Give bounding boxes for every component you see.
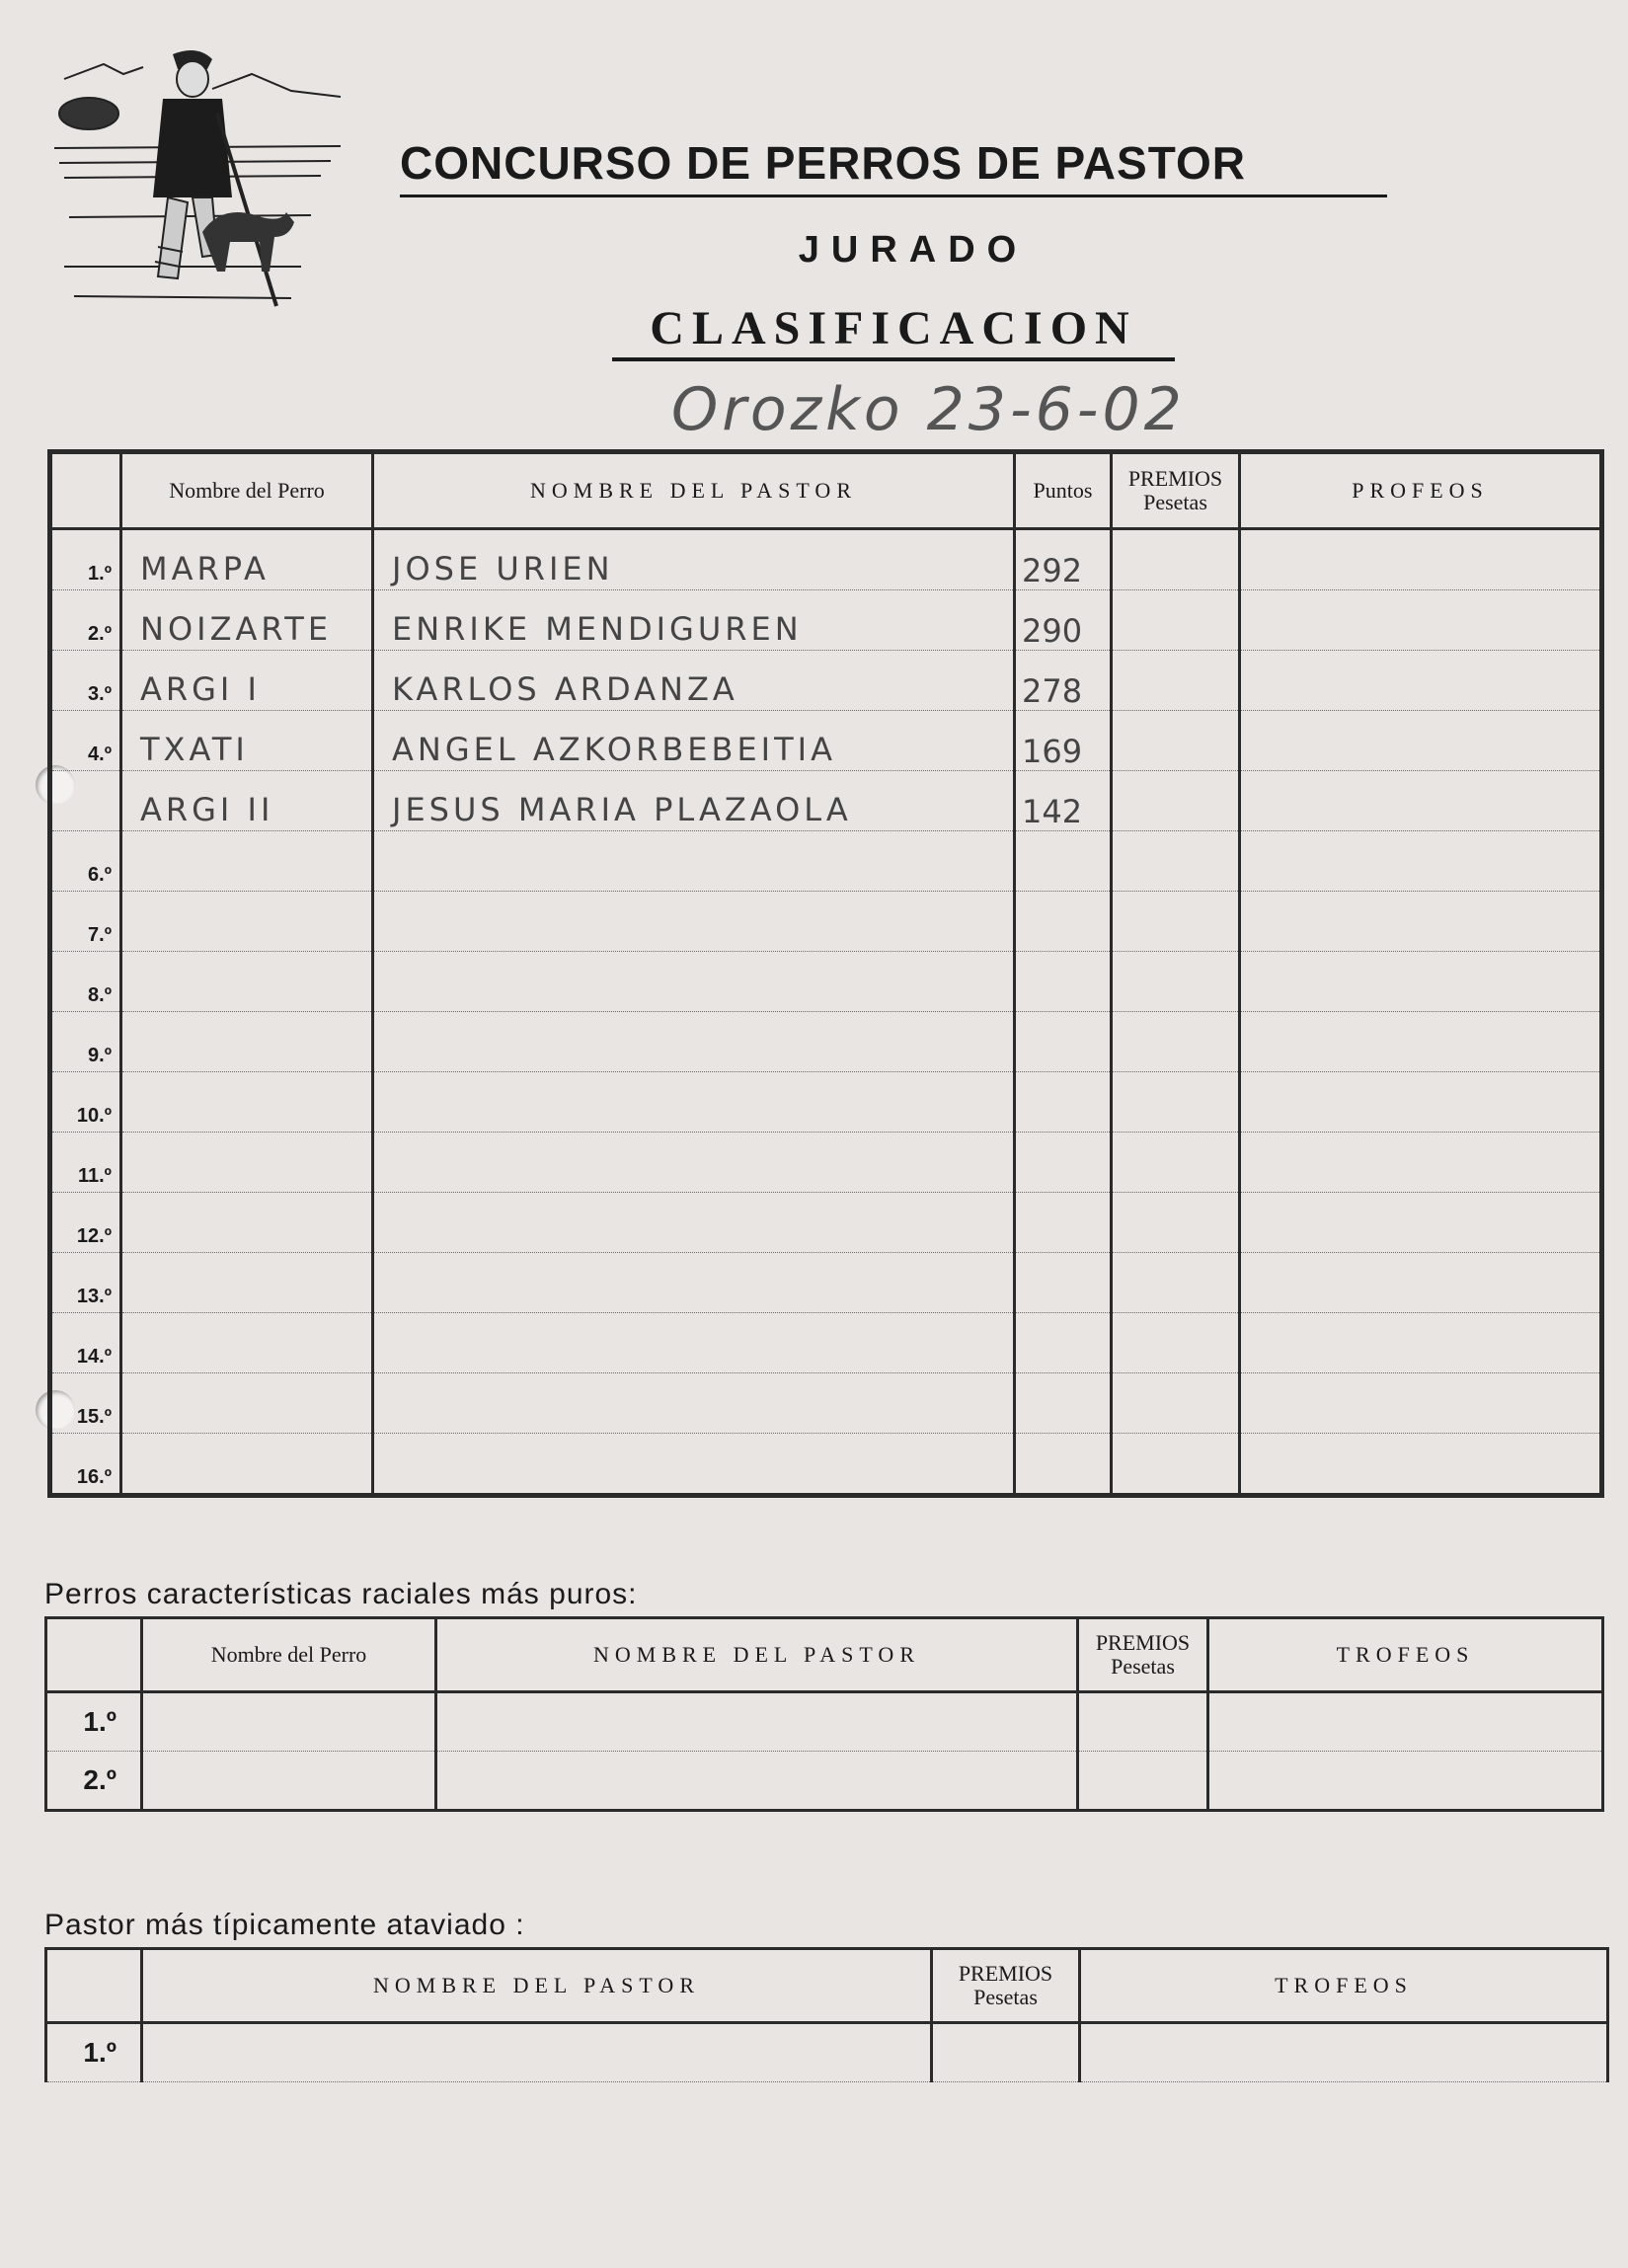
dog-name-field[interactable] [121, 1012, 373, 1072]
dog-name-field[interactable] [121, 1253, 373, 1313]
form-subtitle: JURADO [798, 229, 1029, 271]
shepherd-name-field[interactable] [373, 1012, 1015, 1072]
prize-field[interactable] [1112, 1072, 1240, 1133]
trophy-field[interactable] [1208, 1752, 1603, 1811]
shepherd-name-field[interactable] [436, 1692, 1078, 1752]
col-dog-name: Nombre del Perro [121, 452, 373, 529]
shepherd-name-field[interactable] [436, 1752, 1078, 1811]
points-field[interactable] [1015, 892, 1112, 952]
col-points: Puntos [1015, 452, 1112, 529]
prize-field[interactable] [1112, 1434, 1240, 1496]
points-field[interactable] [1015, 1193, 1112, 1253]
trophy-field[interactable] [1240, 1072, 1602, 1133]
shepherd-name-field[interactable]: JOSE URIEN [373, 529, 1015, 590]
dog-name-field[interactable] [142, 1692, 436, 1752]
points-field[interactable] [1015, 1133, 1112, 1193]
shepherd-name-field[interactable] [373, 1253, 1015, 1313]
trophy-field[interactable] [1240, 651, 1602, 711]
col-trophies: TROFEOS [1208, 1618, 1603, 1692]
dog-name-field[interactable] [121, 892, 373, 952]
points-field[interactable]: 292 [1015, 529, 1112, 590]
shepherd-name-field[interactable] [373, 831, 1015, 892]
col-prizes [932, 1949, 1080, 2023]
dog-name-field[interactable] [121, 1072, 373, 1133]
shepherd-name-field[interactable] [373, 1193, 1015, 1253]
points-field[interactable] [1015, 1012, 1112, 1072]
col-shepherd-name: NOMBRE DEL PASTOR [373, 452, 1015, 529]
prize-field[interactable] [1078, 1752, 1208, 1811]
dog-name-field[interactable] [121, 831, 373, 892]
prize-field[interactable] [1112, 892, 1240, 952]
trophy-field[interactable] [1240, 771, 1602, 831]
handwritten-place-date: Orozko 23-6-02 [671, 375, 1186, 444]
prize-field[interactable] [1112, 771, 1240, 831]
row-ordinal: 9.º [50, 1012, 121, 1072]
trophy-field[interactable] [1240, 1253, 1602, 1313]
row-ordinal: 3.º [50, 651, 121, 711]
classification-table [47, 449, 1604, 1498]
table-row [50, 1133, 1602, 1193]
dog-name-field[interactable]: ARGI I [121, 651, 373, 711]
table-row [50, 892, 1602, 952]
row-ordinal: 14.º [50, 1313, 121, 1373]
table-row [50, 1012, 1602, 1072]
trophy-field[interactable] [1240, 952, 1602, 1012]
shepherd-name-field[interactable] [373, 1373, 1015, 1434]
shepherd-name-field[interactable] [373, 1434, 1015, 1496]
shepherd-name-field[interactable] [373, 952, 1015, 1012]
dog-name-field[interactable] [121, 1133, 373, 1193]
dog-name-field[interactable] [121, 1373, 373, 1434]
trophy-field[interactable] [1208, 1692, 1603, 1752]
table-row [50, 1253, 1602, 1313]
points-field[interactable] [1015, 952, 1112, 1012]
dog-name-field[interactable]: ARGI II [121, 771, 373, 831]
attire-section-title: Pastor más típicamente ataviado : [44, 1909, 525, 1941]
col-prizes [1078, 1618, 1208, 1692]
prize-field[interactable] [1112, 651, 1240, 711]
col-prizes-currency: Pesetas [973, 1985, 1038, 2009]
col-shepherd-name: NOMBRE DEL PASTOR [436, 1618, 1078, 1692]
table-row [50, 1313, 1602, 1373]
attire-table [44, 1947, 1609, 2082]
trophy-field[interactable] [1240, 831, 1602, 892]
points-field[interactable] [1015, 1434, 1112, 1496]
dog-name-field[interactable] [121, 952, 373, 1012]
row-ordinal: 2.º [50, 590, 121, 651]
col-prizes-currency: Pesetas [1143, 490, 1207, 514]
title-underline [400, 195, 1387, 197]
table-row [50, 590, 1602, 651]
row-ordinal: 13.º [50, 1253, 121, 1313]
racial-section-title: Perros características raciales más puros: [44, 1578, 638, 1610]
table-row [50, 529, 1602, 590]
table-row [46, 1692, 1603, 1752]
trophy-field[interactable] [1240, 1313, 1602, 1373]
points-field[interactable]: 169 [1015, 711, 1112, 771]
prize-field[interactable] [1112, 952, 1240, 1012]
points-field[interactable] [1015, 1072, 1112, 1133]
trophy-field[interactable] [1240, 590, 1602, 651]
points-field[interactable] [1015, 1373, 1112, 1434]
dog-name-field[interactable] [121, 1193, 373, 1253]
prize-field[interactable] [1112, 1313, 1240, 1373]
trophy-field[interactable] [1240, 1434, 1602, 1496]
row-ordinal: 7.º [50, 892, 121, 952]
prize-field[interactable] [1112, 1373, 1240, 1434]
row-ordinal [50, 771, 121, 831]
trophy-field[interactable] [1240, 529, 1602, 590]
prize-field[interactable] [1112, 1193, 1240, 1253]
shepherd-logo-icon [44, 20, 360, 336]
dog-name-field[interactable] [121, 1434, 373, 1496]
racial-table [44, 1616, 1604, 1812]
row-ordinal: 11.º [50, 1133, 121, 1193]
table-row [50, 651, 1602, 711]
table-row [50, 1373, 1602, 1434]
col-ordinal [50, 452, 121, 529]
points-field[interactable]: 278 [1015, 651, 1112, 711]
col-prizes [1112, 452, 1240, 529]
shepherd-name-field[interactable] [373, 1072, 1015, 1133]
dog-name-field[interactable]: NOIZARTE [121, 590, 373, 651]
shepherd-name-field[interactable]: JESUS MARIA PLAZAOLA [373, 771, 1015, 831]
row-ordinal: 16.º [50, 1434, 121, 1496]
shepherd-name-field[interactable] [373, 1133, 1015, 1193]
row-ordinal: 12.º [50, 1193, 121, 1253]
dog-name-field[interactable] [121, 1313, 373, 1373]
row-ordinal: 8.º [50, 952, 121, 1012]
table-row [50, 711, 1602, 771]
prize-field[interactable] [1112, 831, 1240, 892]
prize-field[interactable] [1112, 711, 1240, 771]
table-row [50, 1193, 1602, 1253]
prize-field[interactable] [1112, 1133, 1240, 1193]
shepherd-name-field[interactable] [373, 892, 1015, 952]
table-row [46, 1752, 1603, 1811]
prize-field[interactable] [1112, 529, 1240, 590]
row-ordinal: 6.º [50, 831, 121, 892]
row-ordinal: 15.º [50, 1373, 121, 1434]
shepherd-name-field[interactable] [373, 1313, 1015, 1373]
table-row [50, 771, 1602, 831]
table-row [50, 1072, 1602, 1133]
prize-field[interactable] [1112, 1012, 1240, 1072]
shepherd-name-field[interactable]: KARLOS ARDANZA [373, 651, 1015, 711]
prize-field[interactable] [1112, 1253, 1240, 1313]
trophy-field[interactable] [1240, 1193, 1602, 1253]
row-ordinal: 1.º [46, 1692, 142, 1752]
trophy-field[interactable] [1240, 711, 1602, 771]
table-row [50, 1434, 1602, 1496]
points-field[interactable] [1015, 831, 1112, 892]
row-ordinal: 4.º [50, 711, 121, 771]
form-title: CONCURSO DE PERROS DE PASTOR [400, 137, 1246, 189]
points-field[interactable]: 142 [1015, 771, 1112, 831]
table-row [46, 2023, 1608, 2082]
trophy-field[interactable] [1240, 1012, 1602, 1072]
prize-field[interactable] [1078, 1692, 1208, 1752]
shepherd-name-field[interactable]: ANGEL AZKORBEBEITIA [373, 711, 1015, 771]
prize-field[interactable] [932, 2023, 1080, 2082]
heading-underline [612, 357, 1175, 361]
prize-field[interactable] [1112, 590, 1240, 651]
trophy-field[interactable] [1240, 1373, 1602, 1434]
dog-name-field[interactable]: TXATI [121, 711, 373, 771]
dog-name-field[interactable] [142, 1752, 436, 1811]
col-prizes-label: PREMIOS [1095, 1630, 1191, 1655]
col-ordinal [46, 1618, 142, 1692]
shepherd-name-field[interactable]: ENRIKE MENDIGUREN [373, 590, 1015, 651]
col-ordinal [46, 1949, 142, 2023]
points-field[interactable] [1015, 1313, 1112, 1373]
row-ordinal: 1.º [46, 2023, 142, 2082]
shepherd-name-field[interactable] [142, 2023, 932, 2082]
row-ordinal: 1.º [50, 529, 121, 590]
points-field[interactable]: 290 [1015, 590, 1112, 651]
dog-name-field[interactable]: MARPA [121, 529, 373, 590]
col-prizes-currency: Pesetas [1111, 1654, 1175, 1679]
row-ordinal: 2.º [46, 1752, 142, 1811]
col-shepherd-name: NOMBRE DEL PASTOR [142, 1949, 932, 2023]
table-row [50, 952, 1602, 1012]
col-prizes-label: PREMIOS [958, 1961, 1053, 1986]
trophy-field[interactable] [1240, 1133, 1602, 1193]
points-field[interactable] [1015, 1253, 1112, 1313]
trophy-field[interactable] [1080, 2023, 1608, 2082]
trophy-field[interactable] [1240, 892, 1602, 952]
col-prizes-label: PREMIOS [1127, 466, 1223, 491]
table-row [50, 831, 1602, 892]
section-heading: CLASIFICACION [650, 302, 1137, 354]
col-dog-name: Nombre del Perro [142, 1618, 436, 1692]
col-trophies: TROFEOS [1080, 1949, 1608, 2023]
col-trophies: PROFEOS [1240, 452, 1602, 529]
row-ordinal: 10.º [50, 1072, 121, 1133]
